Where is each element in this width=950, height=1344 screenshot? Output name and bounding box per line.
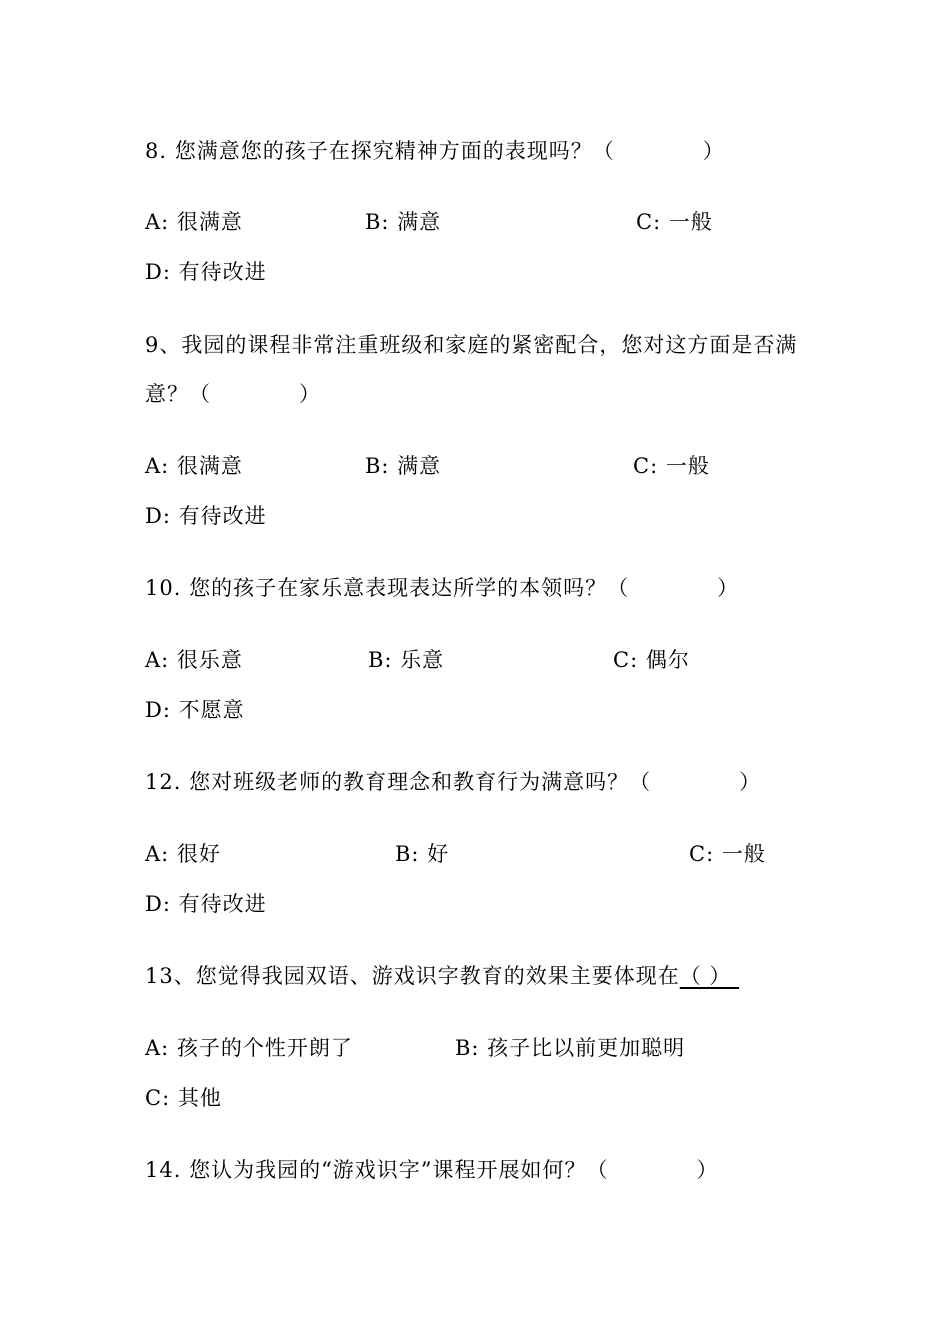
- question-13-text: [145, 964, 739, 988]
- question-8-option-a: A: 很满意: [145, 210, 243, 234]
- question-8-option-d: D: 有待改进: [145, 260, 267, 284]
- question-12-option-a: A: 很好: [145, 842, 221, 866]
- question-9-text: 9、我园的课程非常注重班级和家庭的紧密配合，您对这方面是否满: [145, 333, 798, 357]
- question-9-text-continued: 意？（ ）: [145, 382, 321, 406]
- question-13-option-c: C: 其他: [145, 1086, 222, 1110]
- question-10-text: 10. 您的孩子在家乐意表现表达所学的本领吗？（ ）: [145, 576, 740, 600]
- question-12-text: 12. 您对班级老师的教育理念和教育行为满意吗？（ ）: [145, 770, 762, 794]
- question-13-prompt: 13、您觉得我园双语、游戏识字教育的效果主要体现在: [145, 964, 680, 988]
- question-10-option-b: B: 乐意: [368, 648, 445, 672]
- question-10-option-d: D: 不愿意: [145, 698, 245, 722]
- question-8-text: 8. 您满意您的孩子在探究精神方面的表现吗？（ ）: [145, 139, 725, 163]
- question-14-text: 14. 您认为我园的“游戏识字”课程开展如何？（ ）: [145, 1158, 719, 1182]
- question-9-option-a: A: 很满意: [145, 454, 243, 478]
- question-9-option-c: C: 一般: [633, 454, 710, 478]
- question-13-option-a: A: 孩子的个性开朗了: [145, 1036, 353, 1060]
- question-12-option-d: D: 有待改进: [145, 892, 267, 916]
- question-10-option-c: C: 偶尔: [613, 648, 690, 672]
- question-13-answer-blank: （ ）: [679, 964, 740, 988]
- question-13-option-b: B: 孩子比以前更加聪明: [455, 1036, 686, 1060]
- question-8-option-b: B: 满意: [365, 210, 442, 234]
- question-10-option-a: A: 很乐意: [145, 648, 243, 672]
- question-12-option-b: B: 好: [395, 842, 450, 866]
- question-8-option-c: C: 一般: [636, 210, 713, 234]
- question-9-option-d: D: 有待改进: [145, 504, 267, 528]
- question-12-option-c: C: 一般: [689, 842, 766, 866]
- question-9-option-b: B: 满意: [365, 454, 442, 478]
